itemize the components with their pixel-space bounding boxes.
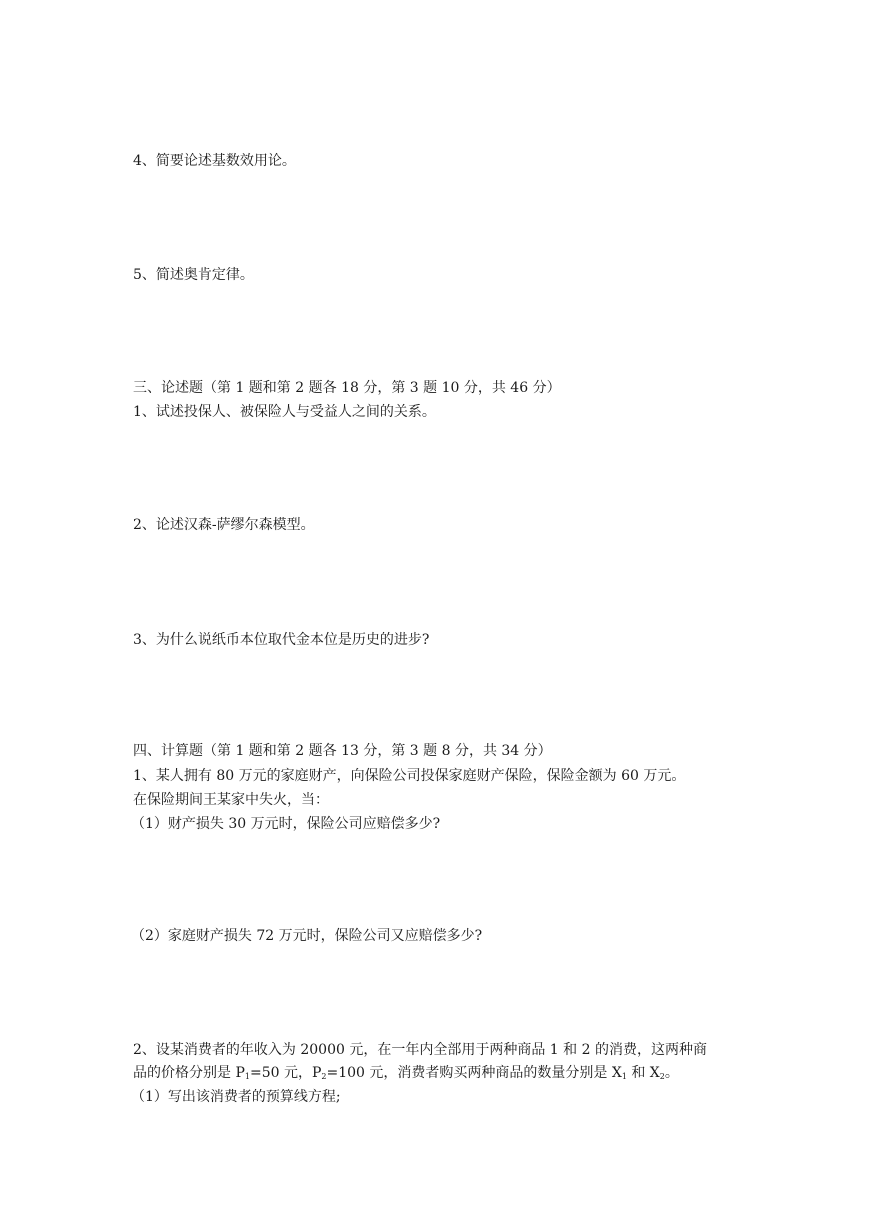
section-4-heading: 四、计算题（第 1 题和第 2 题各 13 分，第 3 题 8 分，共 34 分） — [133, 743, 552, 759]
section-4-question-1-part-1: （1）财产损失 30 万元时，保险公司应赔偿多少? — [131, 816, 441, 832]
section-4-question-2-line-2: 品的价格分别是 $P_1=50$ 元，$P_2=100$ 元，消费者购买两种商品的数量分别是 $X_1$ 和 $X_2$。 — [133, 1065, 679, 1081]
section-4-question-1-line-1: 1、某人拥有 80 万元的家庭财产，向保险公司投保家庭财产保险，保险金额为 60 万元。 — [133, 768, 686, 784]
section-3-question-3: 3、为什么说纸币本位取代金本位是历史的进步? — [133, 632, 430, 648]
section-4-question-1-part-2: （2）家庭财产损失 72 万元时，保险公司又应赔偿多少? — [131, 928, 483, 944]
section-4-question-2-part-1: （1）写出该消费者的预算线方程; — [131, 1089, 341, 1105]
section-3-heading: 三、论述题（第 1 题和第 2 题各 18 分，第 3 题 10 分，共 46 分） — [133, 380, 561, 396]
question-5: 5、简述奥肯定律。 — [133, 267, 254, 283]
section-3-question-2: 2、论述汉森-萨缪尔森模型。 — [133, 517, 315, 533]
section-4-question-1-line-2: 在保险期间王某家中失火，当： — [133, 792, 329, 808]
question-4: 4、简要论述基数效用论。 — [133, 153, 296, 169]
section-4-question-2-line-1: 2、设某消费者的年收入为 20000 元，在一年内全部用于两种商品 1 和 2 的消费，这两种商 — [133, 1042, 707, 1058]
section-3-question-1: 1、试述投保人、被保险人与受益人之间的关系。 — [133, 404, 436, 420]
